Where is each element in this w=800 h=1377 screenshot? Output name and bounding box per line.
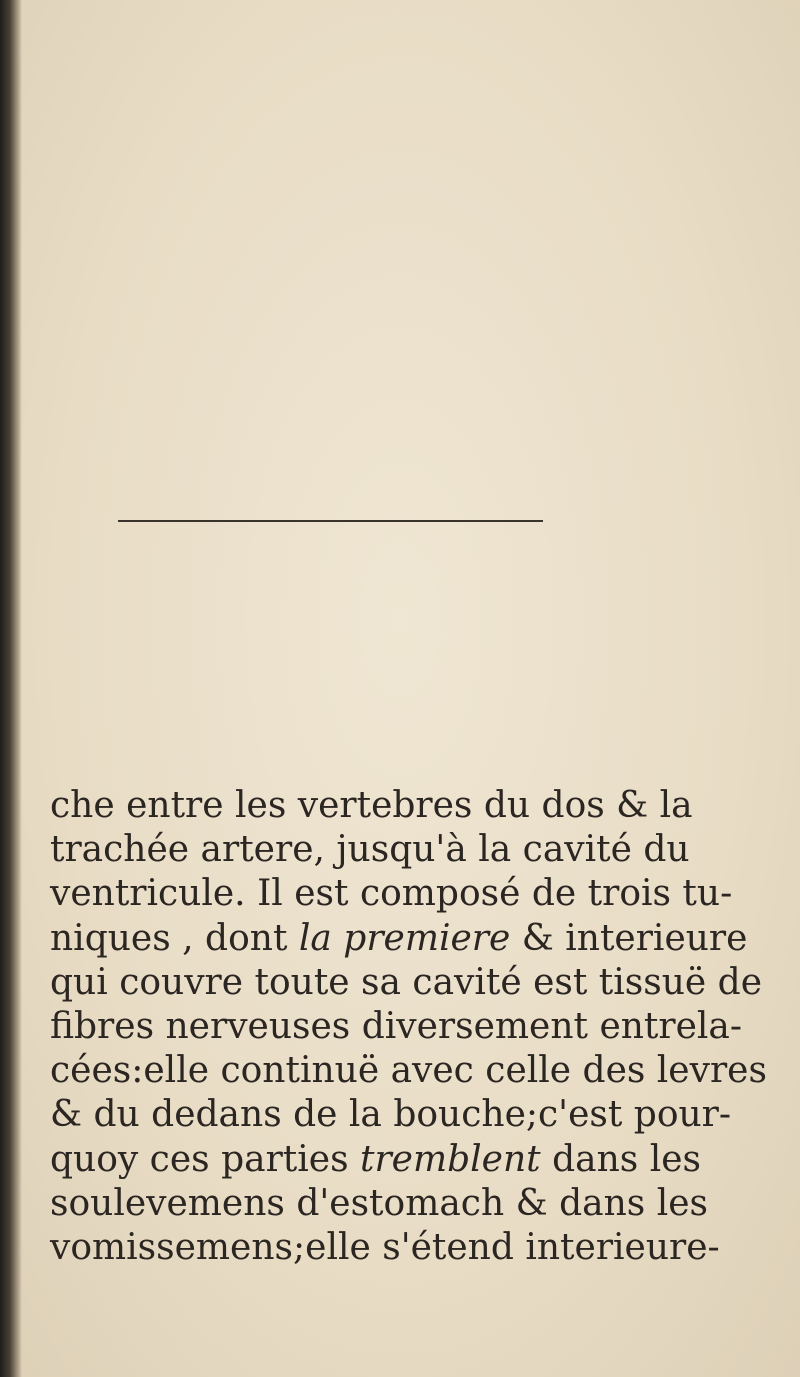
page-binding-shadow — [0, 0, 22, 1377]
text-segment: niques , dont — [50, 918, 299, 959]
section-divider-rule — [118, 520, 543, 522]
text-segment: soulevemens d'estomach & dans les — [50, 1183, 708, 1224]
text-segment: che entre les vertebres du dos & la — [50, 785, 693, 826]
running-head — [0, 62, 800, 102]
text-segment: & interieure — [510, 918, 748, 959]
paragraph-2-line — [50, 961, 762, 1005]
text-segment: vomissemens;elle s'étend interieure- — [50, 1227, 720, 1268]
text-segment: ventricule. Il est composé de trois tu- — [50, 873, 733, 914]
paragraph-2-line — [50, 1182, 708, 1226]
text-segment: dans les — [540, 1139, 701, 1180]
text-segment: qui couvre toute sa cavité est tissuë de — [50, 962, 763, 1003]
paragraph-2-line — [50, 872, 732, 916]
paragraph-2-line — [50, 1049, 767, 1093]
paragraph-2-line — [50, 784, 693, 828]
text-segment: & du dedans de la bouche;c'est pour- — [50, 1094, 732, 1135]
paragraph-2-line — [50, 917, 747, 961]
paragraph-2-line — [50, 1226, 720, 1270]
text-segment: quoy ces parties — [50, 1139, 360, 1180]
paragraph-2-line — [50, 1005, 742, 1049]
text-segment: cées:elle continuë avec celle des levres — [50, 1050, 767, 1091]
text-segment: trachée artere, jusqu'à la cavité du — [50, 829, 690, 870]
text-segment: fibres nerveuses diversement entrela- — [50, 1006, 743, 1047]
italic-term: tremblent — [360, 1139, 541, 1180]
paragraph-2-line — [50, 1138, 701, 1182]
paragraph-2-line — [50, 1093, 731, 1137]
italic-term: la premiere — [298, 918, 511, 959]
paragraph-2-line — [50, 828, 690, 872]
